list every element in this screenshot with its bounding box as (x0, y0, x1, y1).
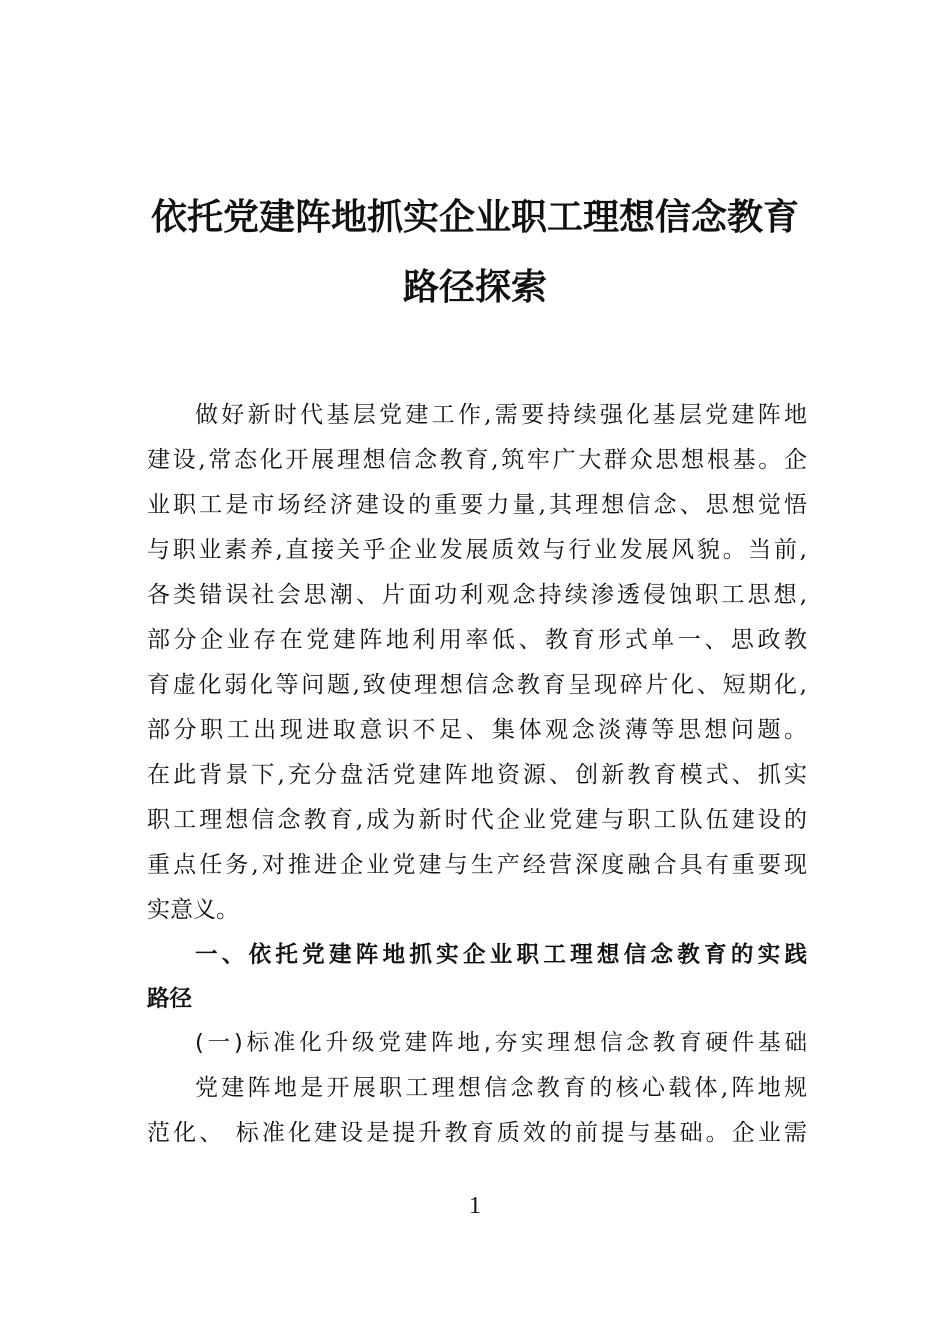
body-paragraph-line: 党建阵地是开展职工理想信念教育的核心载体,阵地规 (195, 1075, 807, 1101)
intro-paragraph-line: 重点任务,对推进企业党建与生产经营深度融合具有重要现 (147, 852, 807, 878)
intro-paragraph-line: 各类错误社会思潮、片面功利观念持续渗透侵蚀职工思想, (147, 582, 807, 608)
intro-paragraph-line: 与职业素养,直接关乎企业发展质效与行业发展风貌。当前, (147, 537, 807, 563)
intro-paragraph-line: 业职工是市场经济建设的重要力量,其理想信念、思想觉悟 (147, 492, 807, 518)
intro-paragraph-line: 育虚化弱化等问题,致使理想信念教育呈现碎片化、短期化, (147, 672, 807, 698)
document-title-line-1: 依托党建阵地抓实企业职工理想信念教育 (150, 197, 799, 238)
intro-paragraph-line: 部分职工出现进取意识不足、集体观念淡薄等思想问题。 (147, 717, 807, 743)
subsection-heading: (一)标准化升级党建阵地,夯实理想信念教育硬件基础 (195, 1030, 807, 1056)
document-title-line-2: 路径探索 (402, 267, 547, 308)
intro-paragraph-line: 部分企业存在党建阵地利用率低、教育形式单一、思政教 (147, 627, 807, 653)
section-heading-line: 路径 (147, 986, 193, 1012)
intro-paragraph-line: 做好新时代基层党建工作,需要持续强化基层党建阵地 (195, 402, 807, 428)
body-paragraph-line: 范化、 标准化建设是提升教育质效的前提与基础。企业需 (147, 1120, 807, 1146)
intro-paragraph-line: 在此背景下,充分盘活党建阵地资源、创新教育模式、抓实 (147, 762, 807, 788)
intro-paragraph-line: 实意义。 (147, 897, 239, 923)
section-heading-line: 一、依托党建阵地抓实企业职工理想信念教育的实践 (195, 942, 807, 968)
intro-paragraph-line: 职工理想信念教育,成为新时代企业党建与职工队伍建设的 (147, 807, 807, 833)
page-number: 1 (469, 1193, 481, 1219)
intro-paragraph-line: 建设,常态化开展理想信念教育,筑牢广大群众思想根基。企 (147, 447, 807, 473)
